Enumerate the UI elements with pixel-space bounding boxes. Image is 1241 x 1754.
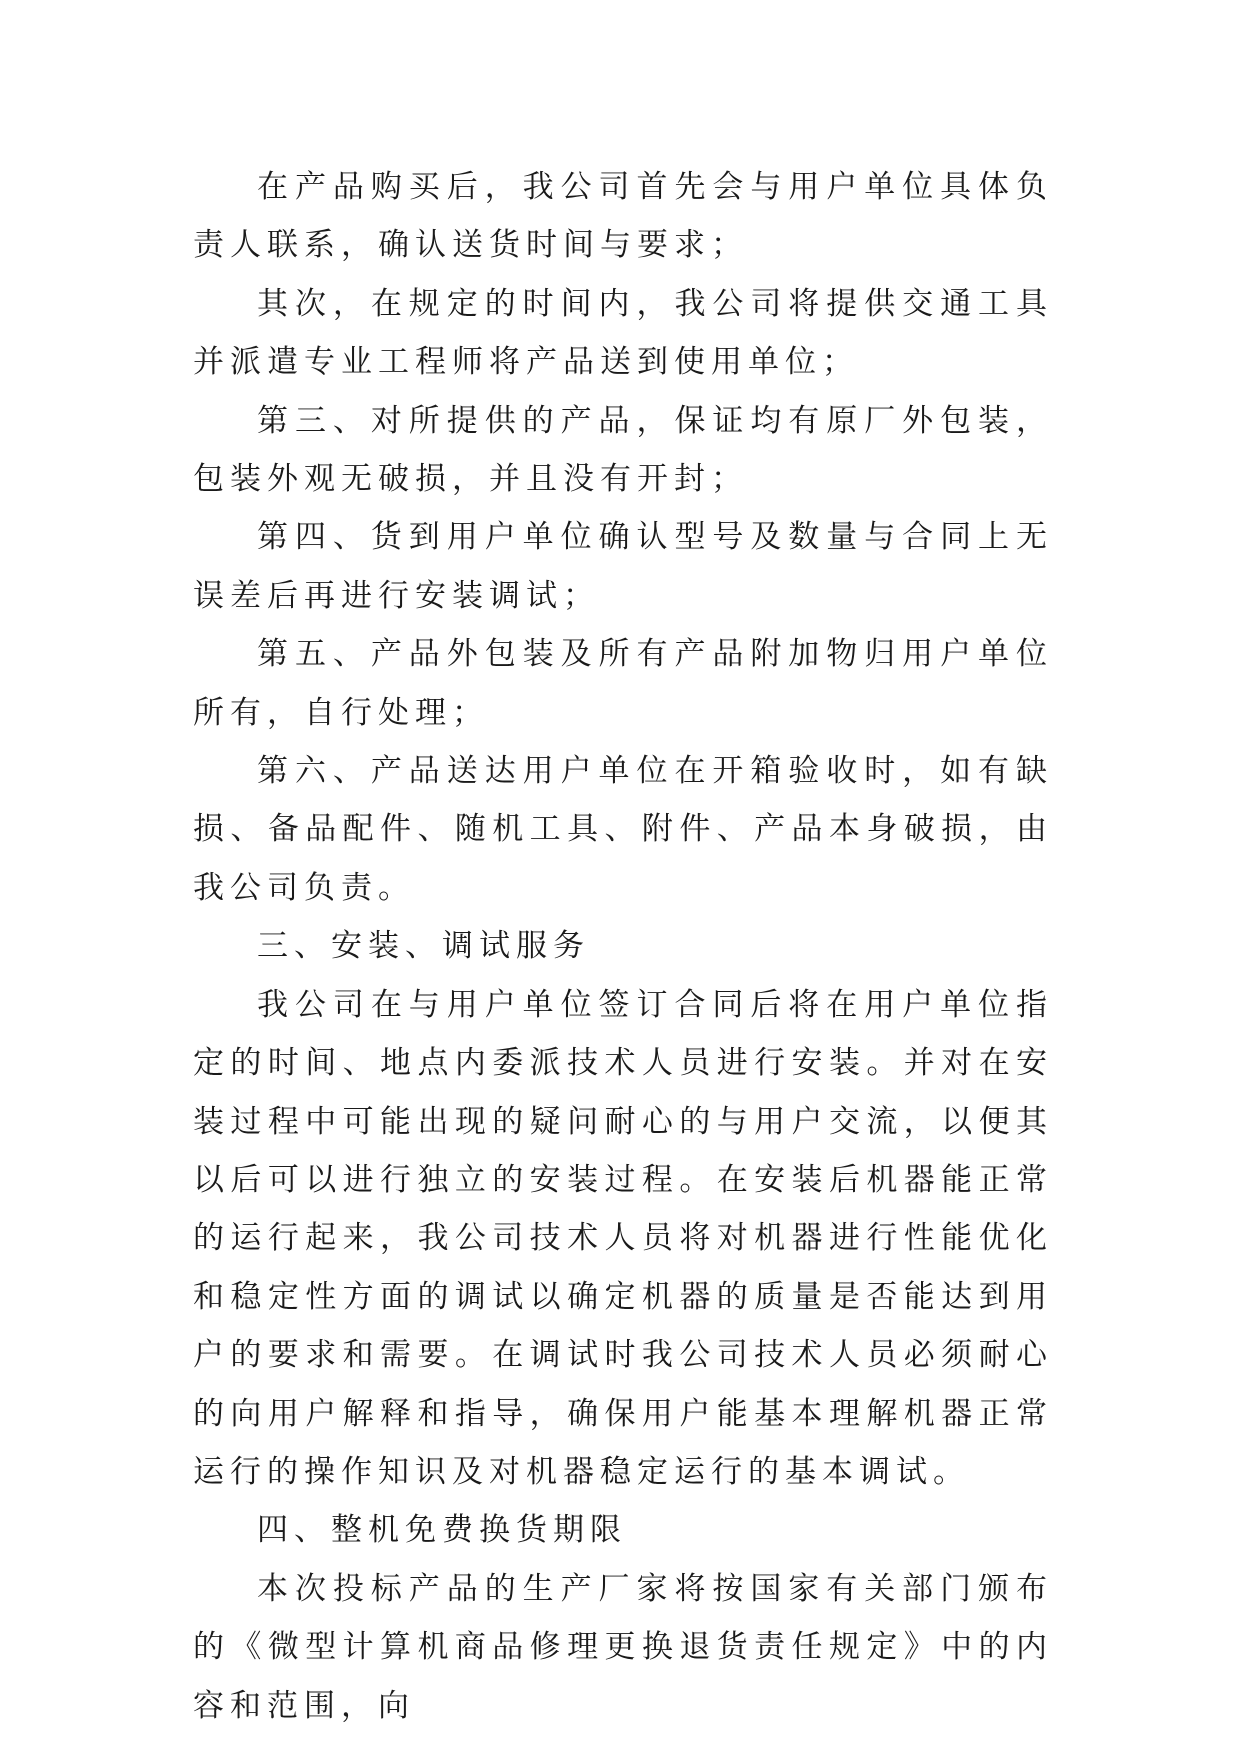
paragraph-installation-service: 我公司在与用户单位签订合同后将在用户单位指定的时间、地点内委派技术人员进行安装。并对在安装过程中可能出现的疑问耐心的与用户交流，以便其以后可以进行独立的安装过程。在安装后机器能正常的运行起来，我公司技术人员将对机器进行性能优化和稳定性方面的调试以确定机器的质量是否能达到用户的要求和需要。在调试时我公司技术人员必须耐心的向用户解释和指导，确保用户能基本理解机器正常运行的操作知识及对机器稳定运行的基本调试。 xyxy=(193,986,1053,1490)
paragraph-delivery-engineer: 其次，在规定的时间内，我公司将提供交通工具并派遣专业工程师将产品送到使用单位； xyxy=(193,285,1053,381)
paragraph-exchange-policy: 本次投标产品的生产厂家将按国家有关部门颁布的《微型计算机商品修理更换退货责任规定》中的内容和范围，向 xyxy=(193,1570,1053,1724)
section-heading-installation: 三、安装、调试服务 xyxy=(257,928,590,965)
paragraph-original-packaging: 第三、对所提供的产品，保证均有原厂外包装，包装外观无破损，并且没有开封； xyxy=(193,402,1053,498)
paragraph-damage-responsibility: 第六、产品送达用户单位在开箱验收时，如有缺损、备品配件、随机工具、附件、产品本身破损，由我公司负责。 xyxy=(193,753,1053,906)
paragraph-verify-model: 第四、货到用户单位确认型号及数量与合同上无误差后再进行安装调试； xyxy=(193,519,1053,614)
paragraph-packaging-ownership: 第五、产品外包装及所有产品附加物归用户单位所有，自行处理； xyxy=(193,636,1053,731)
paragraph-delivery-contact: 在产品购买后，我公司首先会与用户单位具体负责人联系，确认送货时间与要求； xyxy=(193,169,1053,264)
section-heading-exchange-period: 四、整机免费换货期限 xyxy=(257,1512,627,1549)
document-body xyxy=(193,158,1053,1735)
